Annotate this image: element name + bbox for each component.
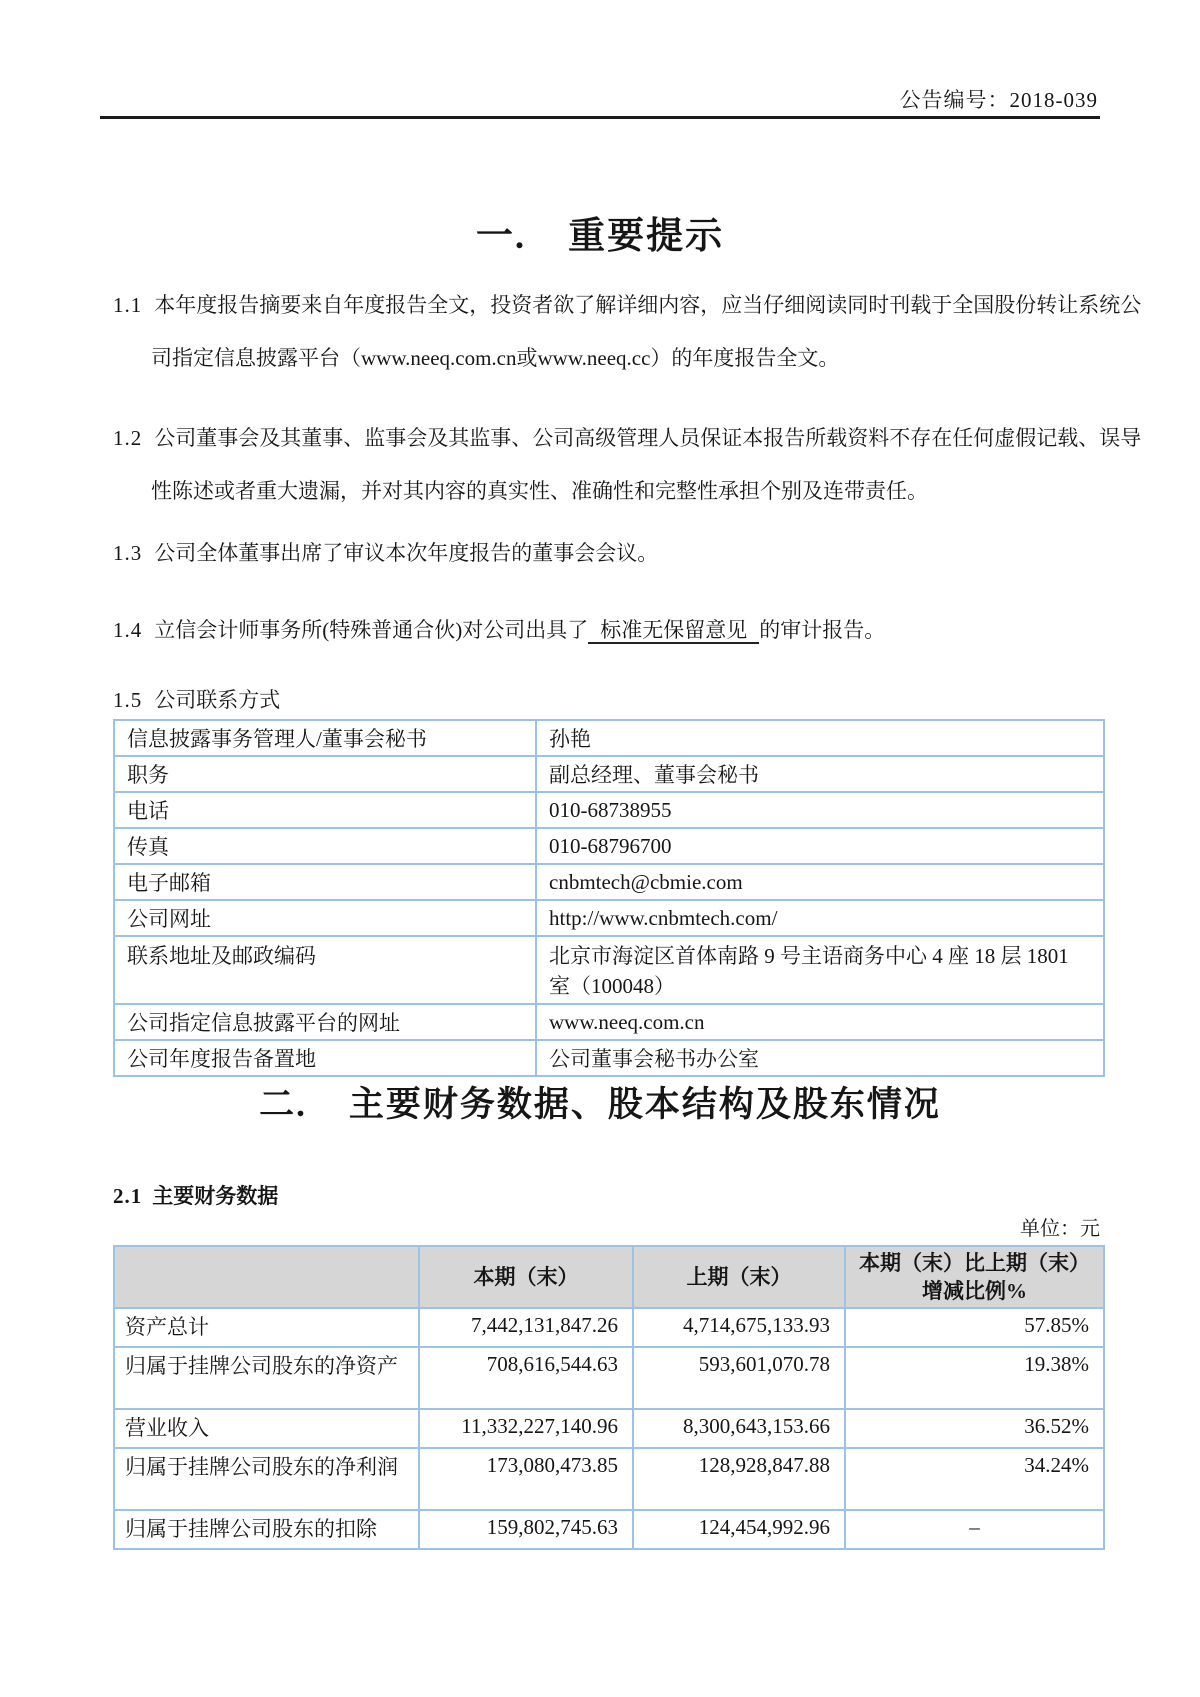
contact-label: 公司年度报告备置地: [114, 1040, 536, 1076]
subsection-number: 2.1: [113, 1184, 143, 1208]
contact-label: 公司网址: [114, 900, 536, 936]
table-row: [114, 1448, 1104, 1510]
financial-label: 归属于挂牌公司股东的净资产: [114, 1347, 419, 1409]
paragraph-1-4: [113, 604, 1143, 657]
paragraph-text: 本年度报告摘要来自年度报告全文，投资者欲了解详细内容，应当仔细阅读同时刊载于全国股份转让系统公司指定信息披露平台（www.neeq.com.cn或www.neeq.cc）的年度报告全文。: [151, 293, 1142, 370]
paragraph-text: 公司董事会及其董事、监事会及其监事、公司高级管理人员保证本报告所载资料不存在任何虚假记载、误导性陈述或者重大遗漏，并对其内容的真实性、准确性和完整性承担个别及连带责任。: [151, 426, 1142, 503]
table-row: [114, 1308, 1104, 1347]
financial-previous-value: 4,714,675,133.93: [633, 1308, 845, 1347]
financial-previous-value: 124,454,992.96: [633, 1510, 845, 1549]
table-row: [114, 1510, 1104, 1549]
contact-value: http://www.cnbmtech.com/: [536, 900, 1104, 936]
financial-previous-value: 593,601,070.78: [633, 1347, 845, 1409]
contact-label: 联系地址及邮政编码: [114, 936, 536, 1004]
audit-opinion-underlined: 标准无保留意见: [588, 618, 759, 644]
financial-current-value: 708,616,544.63: [419, 1347, 633, 1409]
paragraph-1-3: [113, 527, 1143, 580]
table-row: [114, 1040, 1104, 1076]
contact-label: 电子邮箱: [114, 864, 536, 900]
section2-heading: [0, 1077, 1200, 1127]
contact-table: [113, 719, 1105, 1077]
header-rule: [100, 116, 1100, 119]
table-row: [114, 1004, 1104, 1040]
contact-value: 公司董事会秘书办公室: [536, 1040, 1104, 1076]
financial-header-previous: 上期（末）: [633, 1246, 845, 1308]
contact-value: cnbmtech@cbmie.com: [536, 864, 1104, 900]
subsection-title: 主要财务数据: [152, 1184, 279, 1208]
financial-table: [113, 1245, 1105, 1550]
financial-ratio-value: 34.24%: [845, 1448, 1104, 1510]
financial-previous-value: 128,928,847.88: [633, 1448, 845, 1510]
unit-label: 单位：元: [1020, 1218, 1100, 1240]
paragraph-number: 1.3: [113, 541, 143, 565]
contact-value: 孙艳: [536, 720, 1104, 756]
financial-label: 归属于挂牌公司股东的净利润: [114, 1448, 419, 1510]
financial-ratio-value: –: [845, 1510, 1104, 1549]
paragraph-text: 立信会计师事务所(特殊普通合伙)对公司出具了: [154, 618, 589, 642]
contact-value: 副总经理、董事会秘书: [536, 756, 1104, 792]
contact-value: www.neeq.com.cn: [536, 1004, 1104, 1040]
financial-current-value: 173,080,473.85: [419, 1448, 633, 1510]
financial-current-value: 159,802,745.63: [419, 1510, 633, 1549]
contact-label: 职务: [114, 756, 536, 792]
financial-label: 营业收入: [114, 1409, 419, 1448]
financial-header-ratio: [845, 1246, 1104, 1308]
table-row: [114, 720, 1104, 756]
contact-value: 010-68796700: [536, 828, 1104, 864]
contact-label: 电话: [114, 792, 536, 828]
table-row: [114, 1409, 1104, 1448]
financial-ratio-value: 57.85%: [845, 1308, 1104, 1347]
financial-ratio-value: 36.52%: [845, 1409, 1104, 1448]
paragraph-1-2: [113, 412, 1143, 518]
subsection-2-1-heading: [113, 1180, 278, 1210]
announcement-number: 公告编号：2018-039: [899, 88, 1098, 112]
financial-header-ratio-line2: 增减比例%: [922, 1279, 1027, 1303]
financial-previous-value: 8,300,643,153.66: [633, 1409, 845, 1448]
contact-value: 010-68738955: [536, 792, 1104, 828]
table-row: [114, 756, 1104, 792]
section1-heading: [0, 205, 1200, 259]
financial-label: 归属于挂牌公司股东的扣除: [114, 1510, 419, 1549]
contact-label: 公司指定信息披露平台的网址: [114, 1004, 536, 1040]
paragraph-text: 公司全体董事出席了审议本次年度报告的董事会会议。: [154, 541, 659, 565]
financial-header-current: 本期（末）: [419, 1246, 633, 1308]
financial-current-value: 7,442,131,847.26: [419, 1308, 633, 1347]
contact-label: 信息披露事务管理人/董事会秘书: [114, 720, 536, 756]
financial-ratio-value: 19.38%: [845, 1347, 1104, 1409]
paragraph-text: 的审计报告。: [759, 618, 886, 642]
contact-value: 北京市海淀区首体南路 9 号主语商务中心 4 座 18 层 1801 室（100048）: [536, 936, 1104, 1004]
financial-header-ratio-line1: 本期（末）比上期（末）: [859, 1251, 1090, 1275]
paragraph-number: 1.1: [113, 293, 143, 317]
section2-title: 主要财务数据、股本结构及股东情况: [348, 1085, 941, 1124]
table-row: [114, 828, 1104, 864]
section1-title: 重要提示: [568, 216, 725, 257]
section2-number: 二.: [259, 1085, 307, 1124]
paragraph-1-1: [113, 279, 1143, 385]
table-row: [114, 792, 1104, 828]
table-row: [114, 936, 1104, 1004]
paragraph-text: 公司联系方式: [154, 688, 281, 712]
financial-header-empty: [114, 1246, 419, 1308]
paragraph-number: 1.5: [113, 688, 143, 712]
table-row: [114, 900, 1104, 936]
paragraph-number: 1.2: [113, 426, 143, 450]
contact-label: 传真: [114, 828, 536, 864]
financial-label: 资产总计: [114, 1308, 419, 1347]
table-row: [114, 864, 1104, 900]
table-row: [114, 1347, 1104, 1409]
financial-header-row: [114, 1246, 1104, 1308]
financial-current-value: 11,332,227,140.96: [419, 1409, 633, 1448]
section1-number: 一.: [475, 216, 527, 257]
paragraph-number: 1.4: [113, 618, 143, 642]
